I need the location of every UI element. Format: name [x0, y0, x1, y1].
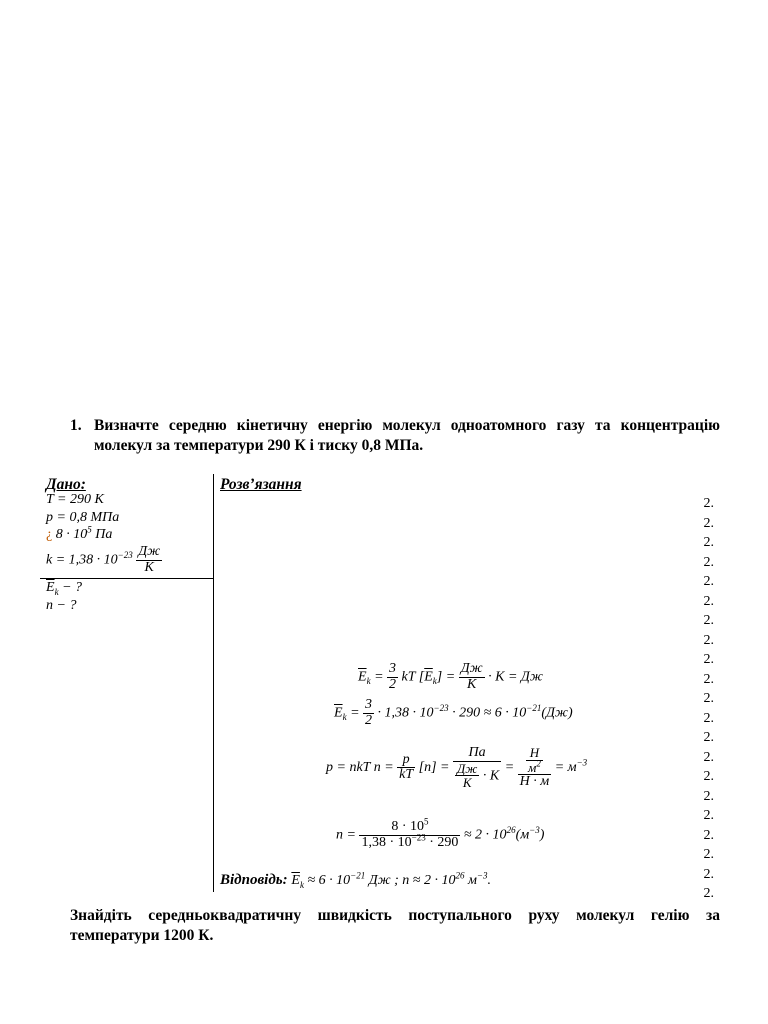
given-title: Дано: — [46, 476, 86, 493]
numbering-item: 2. — [703, 730, 714, 745]
formula-concentration-units: p = nkT n = $\frac{p}{kT}$ [n] = Па $\frac{Дж}{K}$ · K = $\frac{\frac{Н}{м^2}}{Н \cdot м}$ = $м^{-3}$ — [326, 745, 588, 791]
given-temperature: T = 290 K — [46, 492, 104, 507]
unknown-ek: $\overline{E}_k$ − ? — [46, 580, 83, 597]
problem-1 — [70, 416, 720, 456]
numbering-item: 2. — [703, 886, 714, 901]
numbering-item: 2. — [703, 613, 714, 628]
problem-number: 1. — [70, 417, 82, 434]
given-divider-horizontal — [40, 578, 214, 579]
answer-label: Відповідь: — [220, 872, 288, 888]
numbering-item: 2. — [703, 749, 714, 765]
formula-energy-units: $\overline{E}_k$ = $\frac{3}{2}$ kT $[\overline{E}_k]$ = $\frac{Дж}{K}$ · K = Дж — [358, 661, 543, 692]
numbering-item: 2. — [703, 691, 714, 706]
numbering-column — [690, 494, 714, 904]
numbering-item: 2. — [703, 866, 714, 882]
numbering-item: 2. — [703, 769, 714, 784]
solution-title: Розв’язання — [220, 476, 302, 493]
numbering-item: 2. — [703, 554, 714, 570]
problem-text: Визначте середню кінетичну енергію молекул одноатомного газу та концентрацію молекул за температури 290 К і тиску 0,8 МПа. — [94, 417, 720, 454]
numbering-item: 2. — [703, 808, 714, 823]
numbering-item: 2. — [703, 788, 714, 804]
formula-concentration-value: n = $\frac{8 \cdot 10^5}{1,38 \cdot 10^{-23} \cdot 290}$ ≈ $2 \cdot 10^{26}(м^{-3})$ — [336, 816, 545, 850]
formula-energy-value: $\overline{E}_k$ = $\frac{3}{2}$ · $1,38 \cdot 10^{-23} \cdot 290 \approx 6 \cdot 10^{-21}(Дж)$ — [334, 697, 573, 728]
given-pressure-pa: ¿ $8 \cdot 10^5$ Па — [46, 524, 113, 542]
answer — [220, 872, 491, 889]
numbering-item: 2. — [703, 671, 714, 687]
numbering-item: 2. — [703, 593, 714, 609]
numbering-item: 2. — [703, 710, 714, 726]
unknown-n: n − ? — [46, 598, 77, 613]
answer-formula: $\overline{E}_k \approx 6 \cdot 10^{-21}$ Дж ; $n \approx 2 \cdot 10^{26}$ $м^{-3}$. — [291, 870, 491, 890]
numbering-item: 2. — [703, 632, 714, 648]
given-pressure: p = 0,8 МПа — [46, 510, 120, 525]
numbering-item: 2. — [703, 652, 714, 667]
given-boltzmann: $k = 1,38 \cdot 10^{-23}$ $\frac{Дж}{K}$ — [46, 544, 161, 575]
problem-2-text: Знайдіть середньоквадратичну швидкість поступального руху молекул гелію за температури 1200 К. — [70, 907, 720, 944]
numbering-item: 2. — [703, 827, 714, 843]
numbering-item: 2. — [703, 515, 714, 531]
given-divider-vertical — [213, 474, 214, 892]
numbering-item: 2. — [703, 574, 714, 589]
numbering-item: 2. — [703, 496, 714, 511]
numbering-item: 2. — [703, 535, 714, 550]
problem-2 — [70, 906, 720, 946]
numbering-item: 2. — [703, 847, 714, 862]
